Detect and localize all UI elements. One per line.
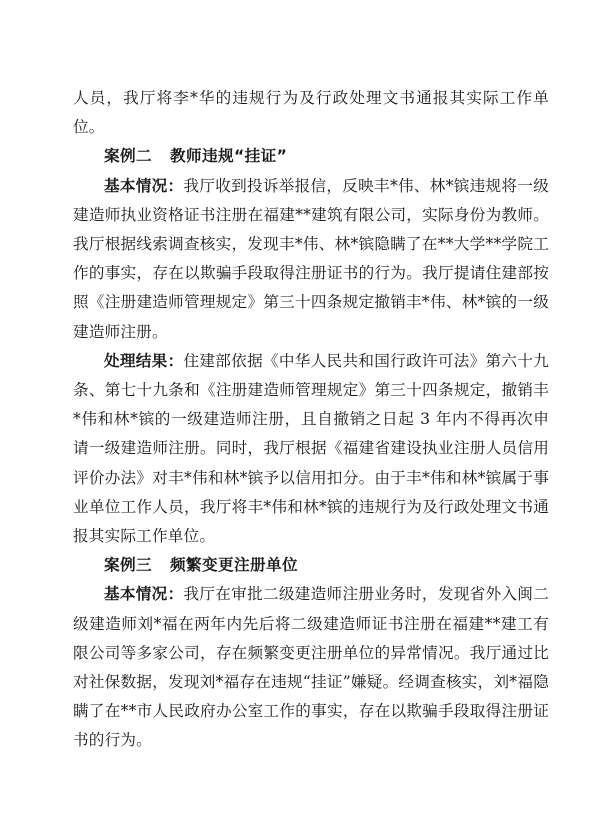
case-two-heading [73, 142, 549, 171]
case-three-number: 案例三 [104, 556, 152, 575]
case-three-title: 频繁变更注册单位 [169, 556, 298, 575]
case-two-basic-text: 我厅收到投诉举报信，反映丰*伟、林*镔违规将一级建造师执业资格证书注册在福建**建筑有限公司，实际身份为教师。我厅根据线索调查核实，发现丰*伟、林*镔隐瞒了在**大学**学院工作的事实，存在以欺骗手段取得注册证书的行为。我厅提请住建部按照《注册建造师管理规定》第三十四条规定撤销丰*伟、林*镔的一级建造师注册。 [73, 176, 549, 341]
case-two-basic-paragraph [73, 172, 549, 347]
paragraph-continuation: 人员，我厅将李*华的违规行为及行政处理文书通报其实际工作单位。 [73, 89, 549, 137]
case-three-basic-text: 我厅在审批二级建造师注册业务时，发现省外入闽二级建造师刘*福在两年内先后将二级建造师证书注册在福建**建工有限公司等多家公司，存在频繁变更注册单位的异常情况。我厅通过比对社保数据，发现刘*福存在违规“挂证”嫌疑。经调查核实，刘*福隐瞒了在**市人民政府办公室工作的事实，存在以欺骗手段取得注册证书的行为。 [73, 585, 549, 750]
case-two-number: 案例二 [104, 147, 152, 166]
case-two-title: 教师违规“挂证” [169, 147, 288, 166]
document-body [73, 84, 549, 756]
case-two-basic-lead: 基本情况： [104, 176, 184, 195]
case-two-result-lead: 处理结果： [104, 351, 184, 370]
case-three-basic-lead: 基本情况： [104, 585, 184, 604]
case-three-heading [73, 551, 549, 580]
case-two-result-paragraph [73, 347, 549, 551]
case-three-basic-paragraph [73, 580, 549, 755]
case-two-result-text: 住建部依据《中华人民共和国行政许可法》第六十九条、第七十九条和《注册建造师管理规定》第三十四条规定，撤销丰*伟和林*镔的一级建造师注册，且自撤销之日起 3 年内不得再次申请一级建造师注册。同时，我厅根据《福建省建设执业注册人员信用评价办法》对丰*伟和林*镔予以信用扣分。由于丰*伟和林*镔属于事业单位工作人员，我厅将丰*伟和林*镔的违规行为及行政处理文书通报其实际工作单位。 [73, 351, 549, 546]
